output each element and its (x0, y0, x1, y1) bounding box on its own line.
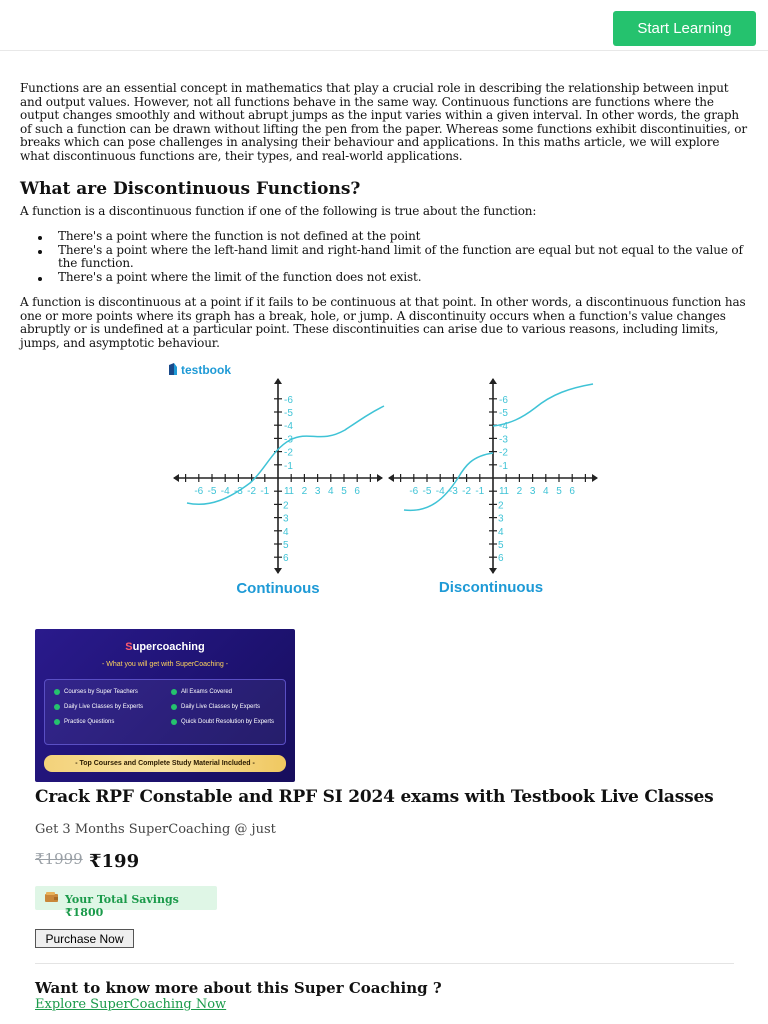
explanation-paragraph: A function is discontinuous at a point if it fails to be continuous at that point. In other words, a discontinuous function has one or more points where its graph has a break, hole, or jump. A discontinuity occurs when a function's value changes abruptly or is undefined at a particular point. These discontinuities can arise due to various reasons, including limits, jumps, and asymptotic behaviour. (20, 295, 746, 350)
arrow-right-icon (377, 474, 383, 482)
arrow-down-icon (274, 568, 282, 574)
graphs-svg (160, 358, 600, 608)
x-tick-label: 2 (516, 486, 523, 497)
y-tick-label: -5 (284, 408, 293, 419)
arrow-down-icon (489, 568, 497, 574)
y-tick-label: 3 (498, 513, 504, 525)
savings-badge (35, 886, 217, 919)
feature-item: Courses by Super Teachers (54, 688, 138, 696)
original-price: ₹1999 (35, 850, 83, 868)
x-tick-label: -1 (475, 486, 485, 497)
check-icon (171, 704, 177, 710)
feature-item: Daily Live Classes by Experts (171, 703, 260, 711)
study-material-pill: - Top Courses and Complete Study Material Included - (44, 755, 286, 772)
supercoaching-logo: Supercoaching (125, 641, 205, 653)
arrow-up-icon (489, 378, 497, 384)
x-tick-label: -6 (194, 486, 204, 497)
y-tick-label: 4 (498, 526, 504, 538)
x-tick-label: 6 (354, 486, 360, 497)
x-tick-label: 5 (556, 486, 562, 497)
bullet-icon (38, 250, 42, 254)
top-bar (0, 0, 768, 51)
discounted-price: ₹199 (89, 851, 140, 872)
check-icon (54, 719, 60, 725)
arrow-left-icon (173, 474, 179, 482)
x-tick-label: -3 (448, 486, 458, 497)
banner-subtitle: - What you will get with SuperCoaching - (101, 661, 229, 668)
condition-list (20, 230, 748, 284)
arrow-right-icon (592, 474, 598, 482)
list-item: There's a point where the function is not defined at the point (20, 230, 748, 244)
brand-label: testbook (181, 363, 232, 377)
y-tick-label: -4 (284, 421, 293, 433)
x-tick-label: -1 (260, 486, 270, 497)
x-tick-label: -3 (233, 486, 243, 497)
know-more-heading: Want to know more about this Super Coaching ? (35, 979, 442, 997)
intro-paragraph: Functions are an essential concept in mathematics that play a crucial role in describing the relationship between input and output values. However, not all functions behave in the same way. Continuous functions are functions where the output changes smoothly and without abrupt jumps as the input varies within a given interval. In other words, the graph of such a function can be drawn without lifting the pen from the paper. Whereas some functions exhibit discontinuities, or breaks which can pose challenges in analysing their behaviour and applications. In this maths article, we will explore what discontinuous functions are, their types, and real-world applications. (20, 81, 747, 163)
wallet-icon (44, 891, 59, 903)
explore-supercoaching-link[interactable]: Explore SuperCoaching Now (35, 997, 227, 1012)
y-tick-label: 5 (283, 540, 289, 551)
check-icon (54, 704, 60, 710)
start-learning-button[interactable]: Start Learning (613, 11, 756, 46)
testbook-logo-icon (169, 363, 177, 375)
feature-item: All Exams Covered (171, 688, 232, 696)
y-tick-label: 4 (283, 526, 289, 538)
arrow-left-icon (388, 474, 394, 482)
feature-box (44, 679, 286, 745)
x-tick-label: 1 (499, 486, 505, 497)
y-tick-label: -2 (499, 447, 508, 459)
x-tick-label: 1 (503, 486, 509, 497)
check-icon (54, 689, 60, 695)
x-tick-label: 4 (543, 486, 549, 497)
y-tick-label: 3 (283, 513, 289, 525)
check-icon (171, 689, 177, 695)
feature-item: Practice Questions (54, 718, 114, 726)
x-tick-label: 2 (301, 486, 308, 497)
list-item: There's a point where the limit of the function does not exist. (20, 271, 748, 285)
x-tick-label: -2 (462, 486, 472, 497)
x-tick-label: 5 (341, 486, 347, 497)
y-tick-label: -3 (499, 434, 508, 446)
discontinuous-curve-upper (493, 384, 593, 426)
y-tick-label: 2 (498, 500, 504, 512)
promo-subtitle: Get 3 Months SuperCoaching @ just (35, 822, 276, 837)
x-tick-label: 6 (569, 486, 575, 497)
x-tick-label: -6 (409, 486, 419, 497)
x-tick-label: 3 (529, 486, 536, 497)
promo-title: Crack RPF Constable and RPF SI 2024 exams with Testbook Live Classes (35, 787, 714, 807)
x-tick-label: -4 (220, 486, 230, 497)
continuous-axes (173, 378, 383, 574)
supercoaching-banner[interactable] (35, 629, 295, 782)
discontinuous-axes (388, 378, 598, 574)
y-tick-label: 6 (498, 553, 504, 565)
y-tick-label: -3 (284, 434, 293, 446)
y-tick-label: -2 (284, 447, 293, 459)
x-tick-label: -4 (435, 486, 445, 497)
y-tick-label: 2 (283, 500, 289, 512)
x-tick-label: -2 (247, 486, 257, 497)
discontinuous-caption: Discontinuous (438, 579, 544, 596)
arrow-up-icon (274, 378, 282, 384)
divider (35, 963, 734, 964)
x-tick-label: 1 (288, 486, 294, 497)
x-tick-label: -5 (207, 486, 217, 497)
y-tick-label: -1 (284, 460, 293, 472)
section-heading: What are Discontinuous Functions? (20, 179, 361, 199)
x-tick-label: 4 (328, 486, 334, 497)
y-tick-label: -6 (284, 394, 293, 406)
list-item: There's a point where the left-hand limit and right-hand limit of the function are equal but not equal to the value of the function. (20, 244, 748, 271)
x-tick-label: -5 (422, 486, 432, 497)
purchase-now-button[interactable]: Purchase Now (35, 929, 134, 948)
bullet-icon (38, 277, 42, 281)
y-tick-label: -4 (499, 421, 508, 433)
x-tick-label: 1 (284, 486, 290, 497)
lead-paragraph: A function is a discontinuous function if one of the following is true about the function: (20, 204, 537, 218)
bullet-icon (38, 236, 42, 240)
y-tick-label: -6 (499, 394, 508, 406)
function-graphs-figure (160, 358, 600, 608)
y-tick-label: 5 (498, 540, 504, 551)
y-tick-label: -1 (499, 460, 508, 472)
y-tick-label: 6 (283, 553, 289, 565)
x-tick-label: 3 (314, 486, 321, 497)
continuous-caption: Continuous (236, 580, 320, 597)
check-icon (171, 719, 177, 725)
feature-item: Daily Live Classes by Experts (54, 703, 143, 711)
y-tick-label: -5 (499, 408, 508, 419)
feature-item: Quick Doubt Resolution by Experts (171, 718, 281, 726)
savings-text: Your Total Savings ₹1800 (65, 893, 179, 919)
